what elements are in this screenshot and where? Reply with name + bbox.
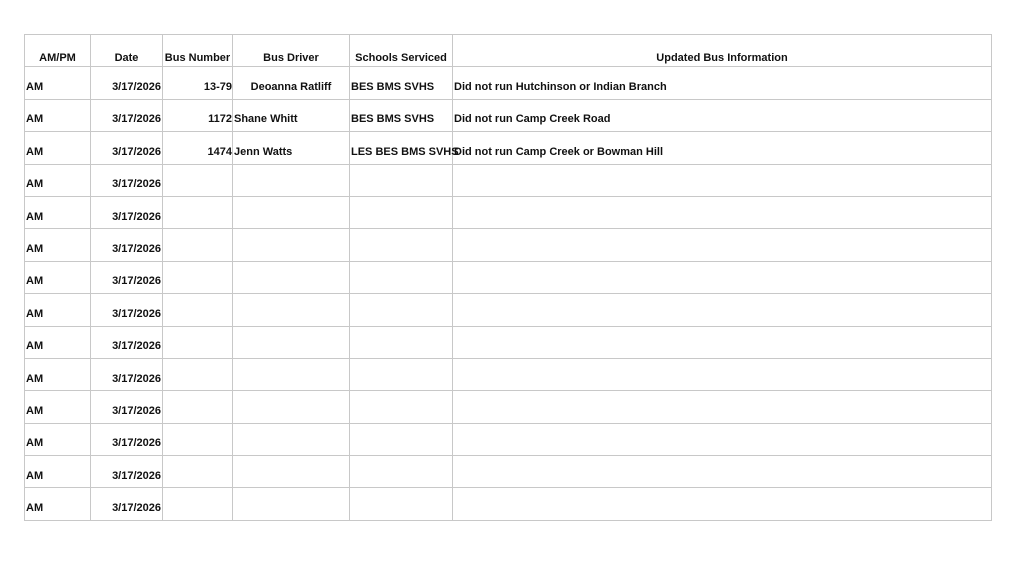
cell-schools-serviced[interactable]: BES BMS SVHS — [350, 67, 453, 99]
cell-ampm[interactable]: AM — [25, 294, 91, 326]
cell-updated-bus-information[interactable] — [453, 326, 992, 358]
cell-bus-number[interactable] — [163, 488, 233, 520]
header-updated-bus-information: Updated Bus Information — [453, 35, 992, 67]
cell-schools-serviced[interactable] — [350, 488, 453, 520]
cell-bus-driver[interactable] — [233, 229, 350, 261]
cell-schools-serviced[interactable]: BES BMS SVHS — [350, 99, 453, 131]
cell-schools-serviced[interactable]: LES BES BMS SVHS — [350, 132, 453, 164]
cell-date[interactable]: 3/17/2026 — [91, 164, 163, 196]
table-row — [25, 488, 992, 520]
cell-date[interactable]: 3/17/2026 — [91, 423, 163, 455]
cell-updated-bus-information[interactable] — [453, 358, 992, 390]
cell-schools-serviced[interactable] — [350, 358, 453, 390]
cell-ampm[interactable]: AM — [25, 261, 91, 293]
bus-update-table — [24, 34, 992, 521]
cell-updated-bus-information[interactable] — [453, 391, 992, 423]
cell-schools-serviced[interactable] — [350, 456, 453, 488]
table-row — [25, 261, 992, 293]
cell-date[interactable]: 3/17/2026 — [91, 261, 163, 293]
table-row — [25, 67, 992, 99]
cell-ampm[interactable]: AM — [25, 488, 91, 520]
cell-ampm[interactable]: AM — [25, 229, 91, 261]
table-row — [25, 294, 992, 326]
cell-ampm[interactable]: AM — [25, 391, 91, 423]
cell-bus-number[interactable] — [163, 358, 233, 390]
cell-bus-driver[interactable] — [233, 391, 350, 423]
table-row — [25, 229, 992, 261]
cell-ampm[interactable]: AM — [25, 99, 91, 131]
cell-date[interactable]: 3/17/2026 — [91, 132, 163, 164]
cell-date[interactable]: 3/17/2026 — [91, 488, 163, 520]
cell-schools-serviced[interactable] — [350, 326, 453, 358]
cell-bus-driver[interactable]: Deoanna Ratliff — [233, 67, 350, 99]
table-row — [25, 164, 992, 196]
header-bus-driver: Bus Driver — [233, 35, 350, 67]
cell-updated-bus-information[interactable] — [453, 164, 992, 196]
cell-schools-serviced[interactable] — [350, 164, 453, 196]
table-row — [25, 99, 992, 131]
cell-bus-number[interactable]: 1172 — [163, 99, 233, 131]
cell-date[interactable]: 3/17/2026 — [91, 99, 163, 131]
cell-bus-number[interactable] — [163, 456, 233, 488]
header-schools-serviced: Schools Serviced — [350, 35, 453, 67]
cell-date[interactable]: 3/17/2026 — [91, 391, 163, 423]
table-row — [25, 326, 992, 358]
cell-bus-number[interactable]: 1474 — [163, 132, 233, 164]
bus-update-sheet — [24, 34, 991, 521]
table-row — [25, 196, 992, 228]
cell-schools-serviced[interactable] — [350, 423, 453, 455]
cell-bus-number[interactable] — [163, 391, 233, 423]
cell-bus-number[interactable] — [163, 326, 233, 358]
cell-bus-number[interactable]: 13-79 — [163, 67, 233, 99]
cell-updated-bus-information[interactable] — [453, 488, 992, 520]
cell-bus-driver[interactable]: Jenn Watts — [233, 132, 350, 164]
cell-schools-serviced[interactable] — [350, 294, 453, 326]
cell-date[interactable]: 3/17/2026 — [91, 229, 163, 261]
cell-bus-number[interactable] — [163, 229, 233, 261]
cell-updated-bus-information[interactable] — [453, 456, 992, 488]
cell-ampm[interactable]: AM — [25, 358, 91, 390]
cell-bus-driver[interactable] — [233, 326, 350, 358]
cell-schools-serviced[interactable] — [350, 196, 453, 228]
cell-ampm[interactable]: AM — [25, 132, 91, 164]
cell-bus-driver[interactable] — [233, 294, 350, 326]
cell-updated-bus-information[interactable] — [453, 196, 992, 228]
cell-updated-bus-information[interactable] — [453, 229, 992, 261]
cell-date[interactable]: 3/17/2026 — [91, 358, 163, 390]
cell-bus-driver[interactable] — [233, 164, 350, 196]
header-bus-number: Bus Number — [163, 35, 233, 67]
cell-schools-serviced[interactable] — [350, 391, 453, 423]
cell-ampm[interactable]: AM — [25, 456, 91, 488]
table-row — [25, 391, 992, 423]
table-body — [25, 67, 992, 520]
cell-updated-bus-information[interactable]: Did not run Hutchinson or Indian Branch — [453, 67, 992, 99]
cell-bus-number[interactable] — [163, 423, 233, 455]
header-date: Date — [91, 35, 163, 67]
cell-date[interactable]: 3/17/2026 — [91, 196, 163, 228]
header-ampm: AM/PM — [25, 35, 91, 67]
cell-bus-driver[interactable] — [233, 456, 350, 488]
cell-bus-driver[interactable] — [233, 196, 350, 228]
cell-bus-number[interactable] — [163, 196, 233, 228]
cell-schools-serviced[interactable] — [350, 261, 453, 293]
cell-date[interactable]: 3/17/2026 — [91, 294, 163, 326]
cell-updated-bus-information[interactable] — [453, 423, 992, 455]
cell-date[interactable]: 3/17/2026 — [91, 456, 163, 488]
cell-bus-driver[interactable] — [233, 261, 350, 293]
cell-ampm[interactable]: AM — [25, 196, 91, 228]
cell-bus-driver[interactable] — [233, 423, 350, 455]
cell-ampm[interactable]: AM — [25, 164, 91, 196]
cell-schools-serviced[interactable] — [350, 229, 453, 261]
cell-updated-bus-information[interactable] — [453, 261, 992, 293]
cell-bus-driver[interactable] — [233, 488, 350, 520]
cell-updated-bus-information[interactable] — [453, 294, 992, 326]
cell-bus-driver[interactable] — [233, 358, 350, 390]
cell-bus-number[interactable] — [163, 261, 233, 293]
cell-ampm[interactable]: AM — [25, 326, 91, 358]
header-row — [25, 35, 992, 67]
cell-ampm[interactable]: AM — [25, 67, 91, 99]
cell-updated-bus-information[interactable]: Did not run Camp Creek or Bowman Hill — [453, 132, 992, 164]
table-row — [25, 132, 992, 164]
cell-date[interactable]: 3/17/2026 — [91, 326, 163, 358]
table-row — [25, 358, 992, 390]
cell-bus-number[interactable] — [163, 294, 233, 326]
cell-bus-number[interactable] — [163, 164, 233, 196]
table-row — [25, 456, 992, 488]
table-row — [25, 423, 992, 455]
cell-updated-bus-information[interactable]: Did not run Camp Creek Road — [453, 99, 992, 131]
cell-date[interactable]: 3/17/2026 — [91, 67, 163, 99]
cell-ampm[interactable]: AM — [25, 423, 91, 455]
cell-bus-driver[interactable]: Shane Whitt — [233, 99, 350, 131]
